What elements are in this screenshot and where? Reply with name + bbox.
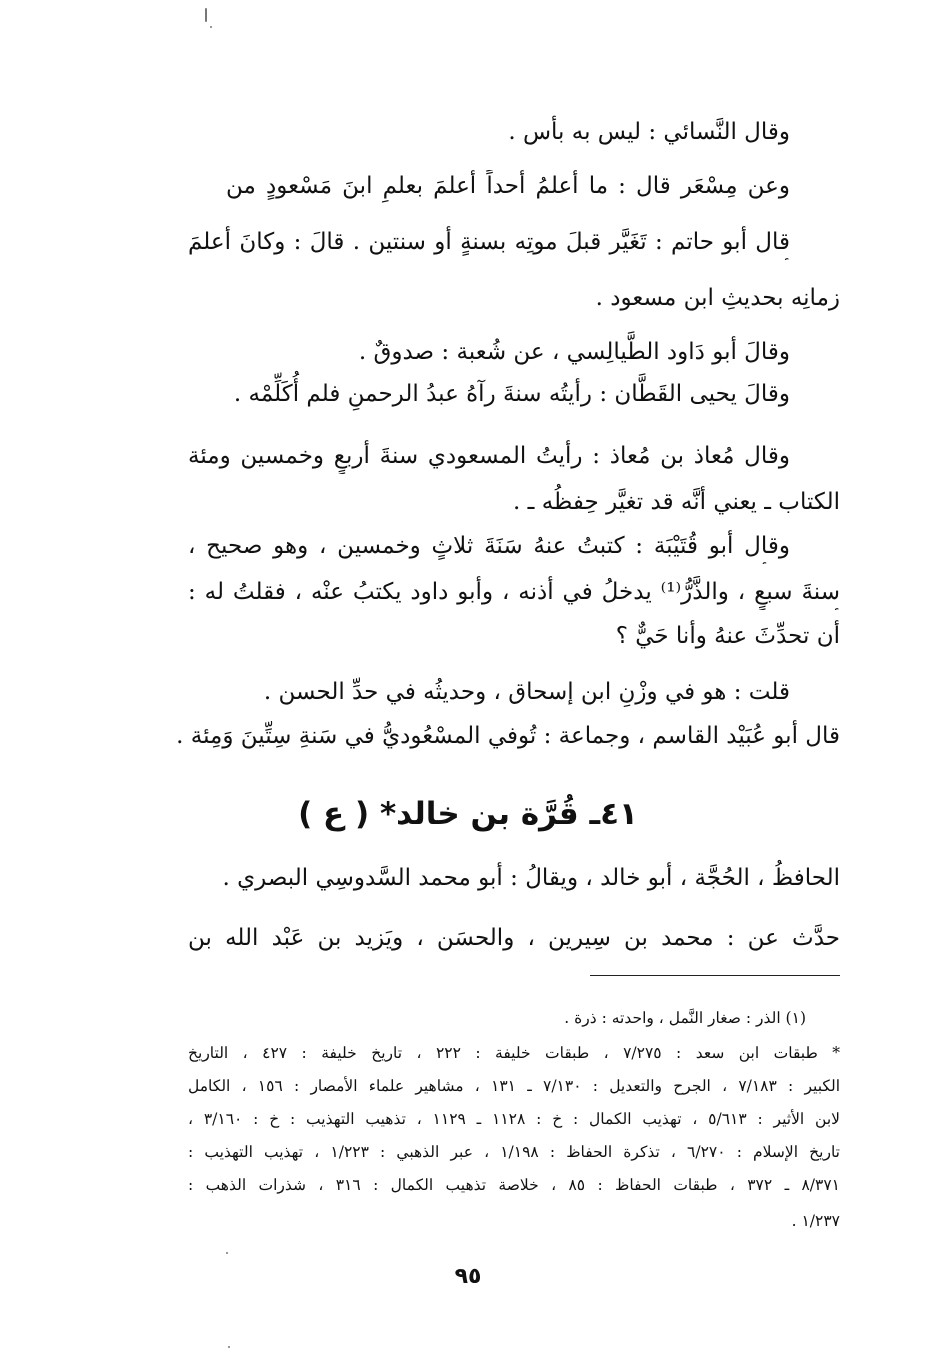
footnote-line: ١/٢٣٧ . [791,1212,840,1230]
text-line: وقال مُعاذ بن مُعاذ : رأيتُ المسعودي سنةَ أربعٍ وخمسين ومئة [188,443,790,469]
footnote-line: تاريخ الإسلام : ٦/٢٧٠ ، تذكرة الحفاظ : ١/١٩٨ ، عبر الذهبي : ١/٢٢٣ ، تهذيب التهذيب : [188,1143,840,1161]
text-line: وقال النَّسائي : ليس به بأس . [508,119,790,145]
text-line: وعن مِسْعَر قال : ما أعلمُ أحداً أعلمَ بعلمِ ابنَ مَسْعودٍ من [226,173,790,199]
text-line: زمانِه بحديثِ ابن مسعود . [595,285,840,311]
footnote-line: الكبير : ٧/١٨٣ ، الجرح والتعديل : ٧/١٣٠ ـ ١٣١ ، مشاهير علماء الأمصار : ١٥٦ ، الكامل [188,1077,840,1095]
footnote-line: * طبقات ابن سعد : ٧/٢٧٥ ، طبقات خليفة : ٢٢٢ ، تاريخ خليفة : ٤٢٧ ، التاريخ [188,1044,840,1062]
entry-heading: ٤١ـ قُرَّة بن خالد* ( ع ) [298,796,638,832]
scan-speck [205,8,207,22]
scan-speck [210,26,212,28]
text-line: وقالَ أبو دَاود الطَّيالِسي ، عن شُعبة : صدوقٌ . [358,339,790,365]
footnote-separator [590,975,840,976]
footnote-line: لابن الأثير : ٥/٦١٣ ، تهذيب الكمال : خ : ١١٢٨ ـ ١١٢٩ ، تذهيب التهذيب : خ : ٣/١٦٠ ، [188,1110,840,1128]
text-line: قال أبو حاتم : تَغَيَّر قبلَ موتِه بسنةٍ أو سنتين . قالَ : وكانَ أعلمَ [188,229,790,255]
text-line: الكتاب ـ يعني أنَّه قد تغيَّر حِفظُه ـ . [513,489,840,515]
footnote-line: (١) الذر : صغار النَّمل ، واحدته : ذرة . [564,1009,806,1027]
text-line: أن تحدِّثَ عنهُ وأنا حَيٌّ ؟ [615,623,840,649]
text-line: حدَّث عن : محمد بن سِيرين ، والحسَن ، ويَزيد بن عَبْد الله بن [188,925,840,951]
text-line: قلت : هو في وزْنِ ابن إسحاق ، وحديثُه في حدِّ الحسن . [263,679,790,705]
text-line: قال أبو عُبَيْد القاسم ، وجماعة : تُوفي المسْعُوديُّ في سَنةِ سِتِّينَ وَمِئة . [176,723,840,749]
page-number: ٩٥ [454,1264,482,1289]
text-line: سنةَ سبعٍ ، والذَّرُّ⁽¹⁾ يدخلُ في أذنه ، وأبو داود يكتبُ عنْه ، فقلتُ له : [188,579,840,605]
scan-speck [228,1346,230,1348]
footnote-line: ٨/٣٧١ ـ ٣٧٢ ، طبقات الحفاظ : ٨٥ ، خلاصة تذهيب الكمال : ٣١٦ ، شذرات الذهب : [188,1176,840,1194]
text-line: الحافظُ ، الحُجَّة ، أبو خالد ، ويقالُ : أبو محمد السَّدوسِي البصري . [222,865,840,891]
text-line: وقال أبو قُتَيْبَة : كتبتُ عنهُ سَنَةَ ثلاثٍ وخمسين ، وهو صحيح ، [188,533,790,559]
scan-speck [226,1252,228,1254]
text-line: وقالَ يحيى القَطَّان : رأيتُه سنةَ رآهُ عبدُ الرحمنِ فلم أُكَلِّمْه . [233,381,790,407]
